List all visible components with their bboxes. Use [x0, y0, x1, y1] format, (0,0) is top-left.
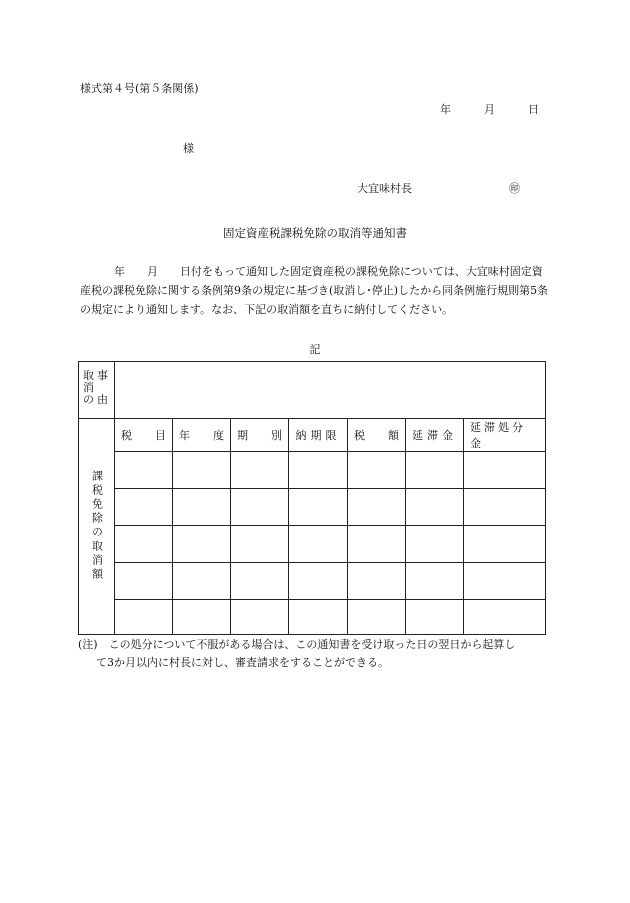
- header-tax-item: 税 目: [115, 418, 173, 452]
- table-cell[interactable]: [173, 489, 231, 526]
- reason-label-char: 取: [83, 369, 94, 382]
- note: [78, 636, 550, 672]
- table-cell[interactable]: [115, 452, 173, 489]
- table-cell[interactable]: [348, 600, 406, 634]
- header-late-fee: 延滞金: [406, 418, 464, 452]
- table-cell[interactable]: [289, 563, 348, 600]
- table-cell[interactable]: [289, 452, 348, 489]
- header-fiscal-year: 年 度: [173, 418, 231, 452]
- header-tax-amount: 税 額: [348, 418, 406, 452]
- date-line: [440, 101, 539, 117]
- table-cell[interactable]: [115, 489, 173, 526]
- table-cell[interactable]: [464, 563, 545, 600]
- ki-heading: 記: [309, 343, 321, 356]
- reason-label-char: の: [83, 393, 94, 406]
- table-cell[interactable]: [289, 600, 348, 634]
- table-cell[interactable]: [173, 600, 231, 634]
- body-paragraph: [80, 262, 550, 319]
- table-cell[interactable]: [348, 526, 406, 563]
- table-cell[interactable]: [464, 526, 545, 563]
- table-cell[interactable]: [231, 526, 289, 563]
- body-text: 日付をもって通知した固定資産税の課税免除については、大宜味村固定資産税の課税免除に関する条例第9条の規定に基づき(取消し･停止)したから同条例施行規則第5条の規定により通知します。なお、下記の取消額を直ちに納付してください。: [80, 265, 549, 316]
- header-period: 期 別: [231, 418, 289, 452]
- table-cell[interactable]: [231, 600, 289, 634]
- cancellation-table: [78, 361, 546, 635]
- date-month: 月: [484, 103, 495, 116]
- table-cell[interactable]: [406, 526, 464, 563]
- table-cell[interactable]: [464, 452, 545, 489]
- table-cell[interactable]: [115, 600, 173, 634]
- reason-label-char: 消: [83, 381, 94, 394]
- table-cell[interactable]: [173, 563, 231, 600]
- table-cell[interactable]: [115, 526, 173, 563]
- document-title: 固定資産税課税免除の取消等通知書: [223, 226, 407, 240]
- table-cell[interactable]: [406, 452, 464, 489]
- form-number: 様式第４号(第５条関係): [80, 82, 199, 95]
- issuer-name: 大宜味村長: [357, 182, 412, 195]
- amount-label-cell: [79, 418, 115, 634]
- table-cell[interactable]: [406, 563, 464, 600]
- table-cell[interactable]: [464, 600, 545, 634]
- date-year: 年: [440, 103, 451, 116]
- table-cell[interactable]: [231, 489, 289, 526]
- table-cell[interactable]: [173, 526, 231, 563]
- reason-label-char: 由: [97, 393, 108, 406]
- date-day: 日: [528, 103, 539, 116]
- amount-grid: [115, 418, 545, 634]
- table-cell[interactable]: [348, 452, 406, 489]
- note-line-1: (注) この処分について不服がある場合は、この通知書を受け取った日の翌日から起算し: [78, 638, 516, 651]
- amount-label: 課税免除の取消額: [90, 470, 104, 582]
- table-cell[interactable]: [231, 452, 289, 489]
- table-cell[interactable]: [289, 526, 348, 563]
- reason-label-char: 事: [97, 369, 108, 382]
- table-cell[interactable]: [348, 489, 406, 526]
- table-cell[interactable]: [406, 489, 464, 526]
- seal-mark: ㊞: [509, 182, 520, 195]
- table-cell[interactable]: [348, 563, 406, 600]
- table-cell[interactable]: [406, 600, 464, 634]
- table-cell[interactable]: [289, 489, 348, 526]
- reason-label-cell: [79, 362, 115, 418]
- table-cell[interactable]: [464, 489, 545, 526]
- table-cell[interactable]: [173, 452, 231, 489]
- table-cell[interactable]: [115, 563, 173, 600]
- table-cell[interactable]: [231, 563, 289, 600]
- addressee-suffix: 様: [183, 142, 194, 155]
- header-delinquency-disposition: 延滞処分金: [464, 418, 545, 452]
- note-line-2: て3か月以内に村長に対し、審査請求をすることができる。: [96, 656, 389, 669]
- body-year: 年: [114, 265, 125, 278]
- header-due-date: 納期限: [289, 418, 348, 452]
- body-month: 月: [147, 265, 158, 278]
